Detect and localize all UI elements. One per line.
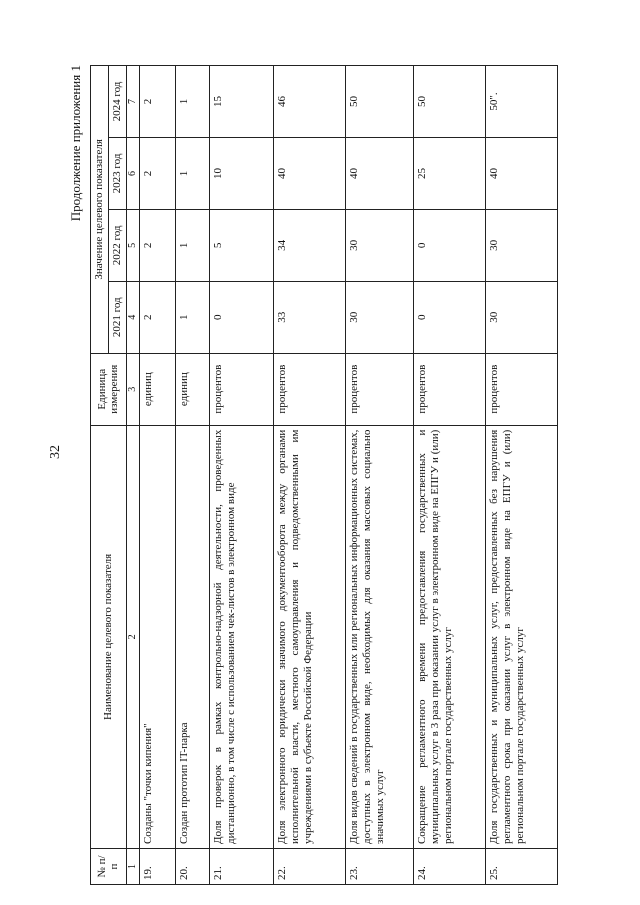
row-unit: процентов bbox=[345, 353, 413, 425]
row-num: 24. bbox=[413, 849, 485, 885]
table-row bbox=[175, 66, 209, 885]
row-value-2024: 2 bbox=[139, 66, 175, 138]
row-name: Доля проверок в рамках контрольно-надзорной деятельности, проведенных дистанционно, в том числе с использованием чек-листов в электронном виде bbox=[209, 425, 273, 848]
row-value-2024: 50 bbox=[413, 66, 485, 138]
row-unit: процентов bbox=[209, 353, 273, 425]
row-name: Сокращение регламентного времени предоставления государственных и муниципальных услуг в 3 раза при оказании услуг в электронном виде на ЕПГУ и (или) региональном портале государственных услуг bbox=[413, 425, 485, 848]
index-cell: 7 bbox=[126, 66, 139, 138]
row-value-2022: 0 bbox=[413, 209, 485, 281]
index-cell: 1 bbox=[126, 849, 139, 885]
row-num: 19. bbox=[139, 849, 175, 885]
row-value-2024: 1 bbox=[175, 66, 209, 138]
row-name: Доля государственных и муниципальных услуг, предоставленных без нарушения регламентного срока при оказании услуг в электронном виде на ЕПГУ и (или) региональном портале государственных услуг bbox=[485, 425, 557, 848]
row-value-2022: 2 bbox=[139, 209, 175, 281]
appendix-note: Продолжение приложения 1 bbox=[68, 65, 83, 222]
header-year-2024: 2024 год bbox=[108, 66, 126, 138]
header-year-2021: 2021 год bbox=[108, 281, 126, 353]
header-num: № п/п bbox=[91, 849, 127, 885]
row-value-2022: 5 bbox=[209, 209, 273, 281]
row-value-2022: 34 bbox=[273, 209, 345, 281]
row-value-2023: 1 bbox=[175, 137, 209, 209]
row-num: 23. bbox=[345, 849, 413, 885]
row-value-2021: 30 bbox=[345, 281, 413, 353]
row-value-2022: 30 bbox=[485, 209, 557, 281]
row-value-2021: 2 bbox=[139, 281, 175, 353]
column-index-row bbox=[126, 66, 139, 885]
row-unit: процентов bbox=[413, 353, 485, 425]
row-num: 22. bbox=[273, 849, 345, 885]
rotated-page-content bbox=[70, 65, 590, 885]
index-cell: 6 bbox=[126, 137, 139, 209]
row-value-2021: 0 bbox=[209, 281, 273, 353]
row-name: Создан прототип IT-парка bbox=[175, 425, 209, 848]
row-unit: единиц bbox=[175, 353, 209, 425]
row-unit: процентов bbox=[273, 353, 345, 425]
header-value-group: Значение целевого показателя bbox=[91, 66, 109, 354]
page-number: 32 bbox=[48, 445, 63, 459]
row-value-2024: 50 bbox=[345, 66, 413, 138]
index-cell: 5 bbox=[126, 209, 139, 281]
row-value-2023: 40 bbox=[485, 137, 557, 209]
row-value-2024: 15 bbox=[209, 66, 273, 138]
row-name: Доля электронного юридически значимого документооборота между органами исполнительной власти, местного самоуправления и подведомственными им учреждениями в субъекте Российской Федерации bbox=[273, 425, 345, 848]
row-unit: процентов bbox=[485, 353, 557, 425]
header-unit: Единица измерения bbox=[91, 353, 127, 425]
row-value-2023: 25 bbox=[413, 137, 485, 209]
index-cell: 4 bbox=[126, 281, 139, 353]
index-cell: 2 bbox=[126, 425, 139, 848]
row-value-2024: 50". bbox=[485, 66, 557, 138]
row-name: Созданы "точки кипения" bbox=[139, 425, 175, 848]
row-value-2023: 40 bbox=[273, 137, 345, 209]
row-num: 20. bbox=[175, 849, 209, 885]
row-value-2023: 40 bbox=[345, 137, 413, 209]
header-year-2022: 2022 год bbox=[108, 209, 126, 281]
row-value-2022: 30 bbox=[345, 209, 413, 281]
table-row bbox=[139, 66, 175, 885]
row-value-2021: 1 bbox=[175, 281, 209, 353]
row-num: 25. bbox=[485, 849, 557, 885]
table-row bbox=[273, 66, 345, 885]
header-name: Наименование целевого показателя bbox=[91, 425, 127, 848]
row-value-2024: 46 bbox=[273, 66, 345, 138]
table-row bbox=[413, 66, 485, 885]
index-cell: 3 bbox=[126, 353, 139, 425]
row-value-2021: 33 bbox=[273, 281, 345, 353]
row-num: 21. bbox=[209, 849, 273, 885]
indicator-table bbox=[90, 65, 558, 885]
row-value-2021: 0 bbox=[413, 281, 485, 353]
row-value-2021: 30 bbox=[485, 281, 557, 353]
table-row bbox=[209, 66, 273, 885]
row-unit: единиц bbox=[139, 353, 175, 425]
table-row bbox=[345, 66, 413, 885]
row-name: Доля видов сведений в государственных или региональных информационных системах, доступных в электронном виде, необходимых для оказания массовых социально значимых услуг bbox=[345, 425, 413, 848]
table-row bbox=[485, 66, 557, 885]
header-year-2023: 2023 год bbox=[108, 137, 126, 209]
row-value-2023: 2 bbox=[139, 137, 175, 209]
row-value-2023: 10 bbox=[209, 137, 273, 209]
row-value-2022: 1 bbox=[175, 209, 209, 281]
